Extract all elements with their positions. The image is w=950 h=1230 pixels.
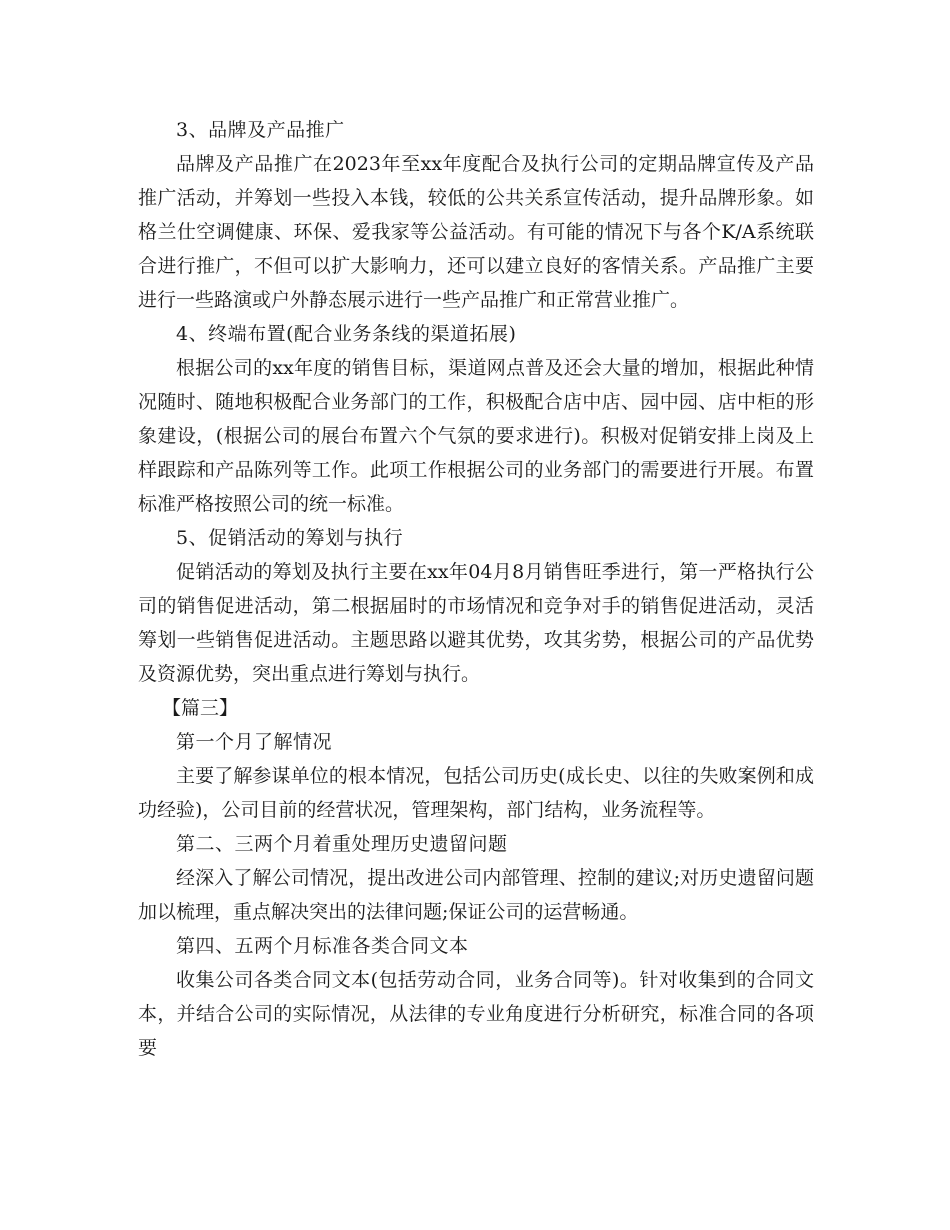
paragraph-month-one: 主要了解参谋单位的根本情况，包括公司历史(成长史、以往的失败案例和成功经验)，公司目前的经营状况，管理架构，部门结构，业务流程等。 xyxy=(138,765,814,821)
chapter-heading: 【篇三】 xyxy=(162,697,239,719)
paragraph-brand-promotion: 品牌及产品推广在2023年至xx年度配合及执行公司的定期品牌宣传及产品推广活动，并筹划一些投入本钱，较低的公共关系宣传活动，提升品牌形象。如格兰仕空调健康、环保、爱我家等公益活动。有可能的情况下与各个K/A系统联合进行推广，不但可以扩大影响力，还可以建立良好的客情关系。产品推广主要进行一些路演或户外静态展示进行一些产品推广和正常营业推广。 xyxy=(138,153,814,311)
section-heading-promotion-planning: 5、促销活动的筹划与执行 xyxy=(176,527,404,549)
paragraph-terminal-layout: 根据公司的xx年度的销售目标，渠道网点普及还会大量的增加，根据此种情况随时、随地积极配合业务部门的工作，积极配合店中店、园中园、店中柜的形象建设，(根据公司的展台布置六个气氛的要求进行)。积极对促销安排上岗及上样跟踪和产品陈列等工作。此项工作根据公司的业务部门的需要进行开展。布置标准严格按照公司的统一标准。 xyxy=(138,357,814,515)
paragraph-promotion-planning: 促销活动的筹划及执行主要在xx年04月8月销售旺季进行，第一严格执行公司的销售促进活动，第二根据届时的市场情况和竞争对手的销售促进活动，灵活筹划一些销售促进活动。主题思路以避其优势，攻其劣势，根据公司的产品优势及资源优势，突出重点进行筹划与执行。 xyxy=(138,561,814,685)
section-heading-months-two-three: 第二、三两个月着重处理历史遗留问题 xyxy=(176,833,508,855)
paragraph-months-four-five: 收集公司各类合同文本(包括劳动合同，业务合同等)。针对收集到的合同文本，并结合公司的实际情况，从法律的专业角度进行分析研究，标准合同的各项要 xyxy=(138,969,814,1059)
section-heading-months-four-five: 第四、五两个月标准各类合同文本 xyxy=(176,935,469,957)
section-heading-brand-promotion: 3、品牌及产品推广 xyxy=(176,119,345,141)
section-heading-terminal-layout: 4、终端布置(配合业务条线的渠道拓展) xyxy=(176,323,517,345)
document-body xyxy=(138,113,814,1065)
paragraph-months-two-three: 经深入了解公司情况，提出改进公司内部管理、控制的建议;对历史遗留问题加以梳理，重点解决突出的法律问题;保证公司的运营畅通。 xyxy=(138,867,814,923)
section-heading-month-one: 第一个月了解情况 xyxy=(176,731,333,753)
